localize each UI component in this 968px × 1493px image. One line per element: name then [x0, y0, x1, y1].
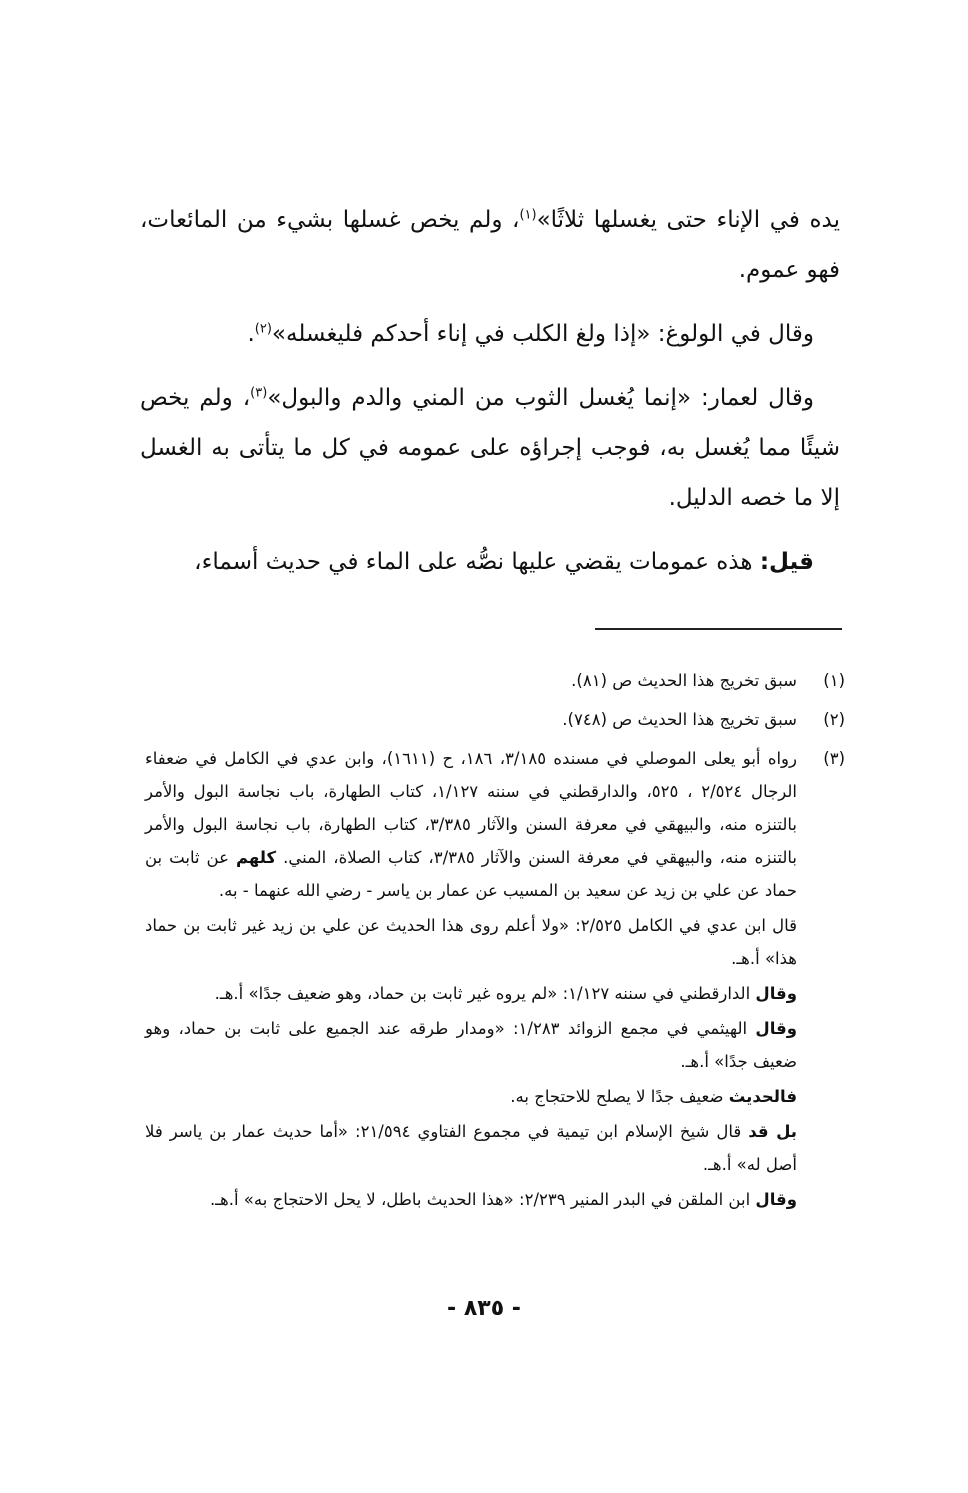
- main-text: [140, 195, 840, 601]
- footnote-3-haythami-text: الهيثمي في مجمع الزوائد ١/٢٨٣: «ومدار طرقه عند الجميع على ثابت بن حماد، وهو ضعيف جدًا» أ.هـ.: [145, 1019, 797, 1071]
- footnote-3-ibn-taymiyya-lead: بل قد: [748, 1122, 798, 1141]
- paragraph-1: [140, 195, 840, 295]
- footnote-3-verdict: [145, 1080, 797, 1113]
- paragraph-2-end: .: [247, 321, 255, 347]
- footnote-ref-1[interactable]: (١): [519, 207, 537, 223]
- footnote-2-number: (٢): [823, 710, 845, 729]
- footnote-3-ibn-taymiyya-text: قال شيخ الإسلام ابن تيمية في مجموع الفتاوي ٢١/٥٩٤: «أما حديث عمار بن ياسر فلا أصل له» أ.هـ.: [145, 1122, 797, 1174]
- footnote-3-ibn-mulaqqin-lead: وقال: [755, 1190, 797, 1209]
- paragraph-2: [140, 309, 840, 359]
- page-number: - ٨٣٥ -: [447, 1296, 521, 1321]
- footnote-3-sources-rest: عن ثابت بن حماد عن علي بن زيد عن سعيد بن المسيب عن عمار بن ياسر - رضي الله عنهما - به.: [145, 848, 797, 900]
- paragraph-3-text: وقال لعمار: «إنما يُغسل الثوب من المني والدم والبول»: [267, 385, 814, 411]
- footnote-separator: [595, 628, 842, 630]
- footnote-3-verdict-lead: فالحديث: [728, 1087, 797, 1106]
- footnote-3: [145, 742, 845, 1216]
- footnote-3-sources-lead: كلهم: [235, 848, 277, 867]
- footnote-3-sources: [145, 742, 797, 907]
- footnote-3-daraqutni: [145, 977, 797, 1010]
- footnote-3-ibn-mulaqqin-text: ابن الملقن في البدر المنير ٢/٢٣٩: «هذا الحديث باطل، لا يحل الاحتجاج به» أ.هـ.: [209, 1190, 756, 1209]
- footnote-1-number: (١): [823, 671, 845, 690]
- footnote-2-text: سبق تخريج هذا الحديث ص (٧٤٨).: [562, 710, 797, 729]
- paragraph-3: [140, 373, 840, 523]
- paragraph-4-lead: قيل:: [759, 549, 814, 575]
- footnote-3-ibn-mulaqqin: [145, 1183, 797, 1216]
- footnote-3-ibn-adi: قال ابن عدي في الكامل ٢/٥٢٥: «ولا أعلم روى هذا الحديث عن علي بن زيد غير ثابت بن حماد هذا» أ.هـ.: [145, 916, 797, 968]
- paragraph-4: [140, 537, 840, 587]
- footnote-3-sources-text: رواه أبو يعلى الموصلي في مسنده ٣/١٨٥، ١٨٦، ح (١٦١١)، وابن عدي في الكامل في ضعفاء الرجال ٢/٥٢٤ ، ٥٢٥، والدارقطني في سننه ١/١٢٧، كتاب الطهارة، باب نجاسة البول والأمر بالتنزه منه، والبيهقي في معرفة السنن والآثار ٣/٣٨٥، كتاب الطهارة، باب نجاسة البول والأمر بالتنزه منه، والبيهقي في معرفة السنن والآثار ٣/٣٨٥، كتاب الصلاة، المني.: [145, 749, 797, 867]
- paragraph-1-text: يده في الإناء حتى يغسلها ثلاثًا»: [536, 207, 840, 233]
- paragraph-4-text: هذه عمومات يقضي عليها نصُّه على الماء في حديث أسماء،: [194, 549, 760, 575]
- footnote-1-text: سبق تخريج هذا الحديث ص (٨١).: [571, 671, 797, 690]
- footnote-1: [145, 664, 845, 697]
- footnote-ref-2[interactable]: (٢): [254, 321, 272, 337]
- footnote-3-haythami-lead: وقال: [755, 1019, 797, 1038]
- footnote-3-daraqutni-lead: وقال: [755, 984, 797, 1003]
- paragraph-2-text: وقال في الولوغ: «إذا ولغ الكلب في إناء أحدكم فليغسله»: [271, 321, 814, 347]
- footnote-3-daraqutni-text: الدارقطني في سننه ١/١٢٧: «لم يروه غير ثابت بن حماد، وهو ضعيف جدًا» أ.هـ.: [214, 984, 756, 1003]
- footnote-3-ibn-taymiyya: [145, 1115, 797, 1181]
- footnote-3-verdict-text: ضعيف جدًا لا يصلح للاحتجاج به.: [510, 1087, 729, 1106]
- footnote-ref-3[interactable]: (٣): [250, 385, 268, 401]
- paragraph-1-rest: ، ولم يخص غسلها بشيء من المائعات، فهو عموم.: [140, 207, 840, 283]
- footnote-3-body: [145, 742, 797, 1216]
- footnotes: [145, 664, 845, 1216]
- footnote-3-haythami: [145, 1012, 797, 1078]
- footnote-2: [145, 703, 845, 736]
- paragraph-3-rest: ، ولم يخص شيئًا مما يُغسل به، فوجب إجراؤه على عمومه في كل ما يتأتى به الغسل إلا ما خصه الدليل.: [140, 385, 840, 511]
- footnote-3-number: (٣): [823, 749, 845, 768]
